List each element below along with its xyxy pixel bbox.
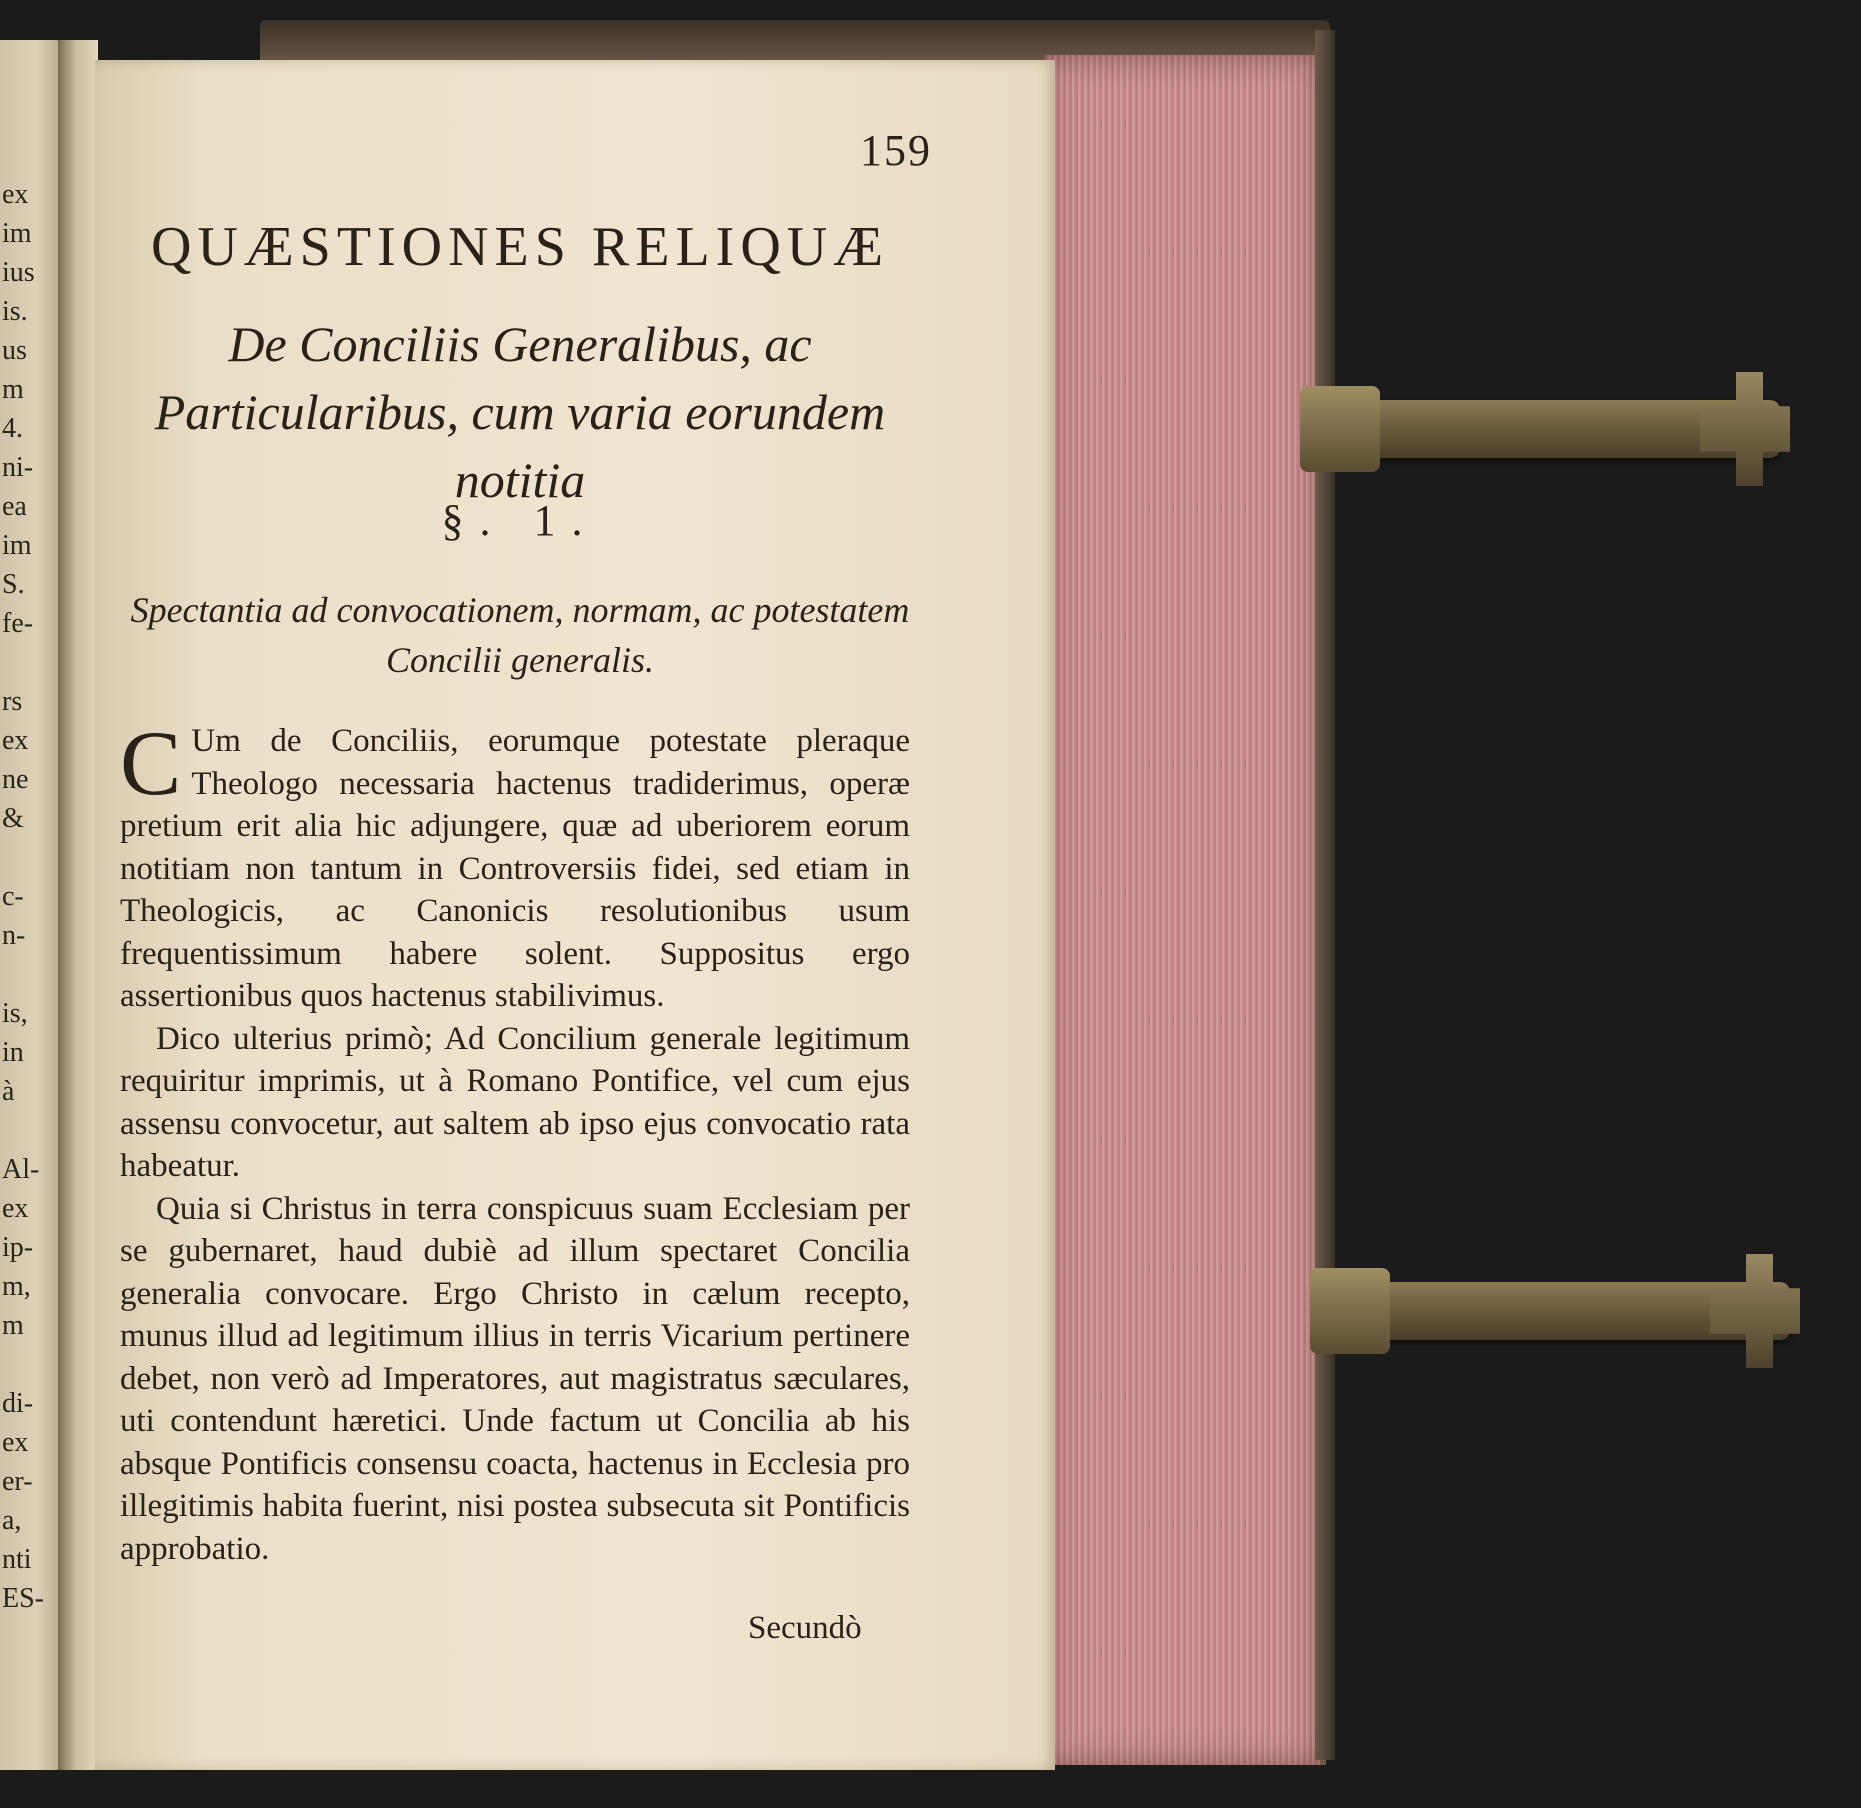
clasp-bottom	[1320, 1282, 1790, 1340]
paragraph-1: Um de Conciliis, eorumque potestate pleraque Theologo necessaria hactenus tradiderimus, operæ pretium erit alia hic adjungere, quæ ad uberiorem eorum notitiam non tantum in Controversiis fidei, sed etiam in Theologicis, ac Canonicis resolutionibus usum frequentissimum habere solent. Suppositus ergo assertionibus quos hactenus stabilivimus.	[120, 723, 910, 1014]
body-text	[120, 712, 910, 1570]
catchword: Secundò	[748, 1610, 862, 1646]
left-page	[0, 40, 60, 1770]
clasp-tip-icon	[1700, 372, 1790, 486]
page-subtitle: De Conciliis Generalibus, ac Particularibus, cum varia eorundem notitia	[154, 316, 886, 508]
paragraph-3: Quia si Christus in terra conspicuus suam Ecclesiam per se gubernaret, haud dubiè ad illum spectaret Concilia generalia convocare. Ergo Christo in cælum recepto, munus illud ad legitimum illius in terris Vicarium pertinere debet, non verò ad Imperatores, aut magistratus sæculares, uti contendunt hæretici. Unde factum ut Concilia ab his absque Pontificis consensu coacta, hactenus in Ecclesia pro illegitimis habita fuerint, nisi postea subsecuta sit Pontificis approbatio.	[120, 1190, 910, 1567]
book-gutter	[58, 40, 98, 1770]
section-heading: Spectantia ad convocationem, normam, ac potestatem Concilii generalis.	[130, 590, 910, 680]
drop-cap: C	[120, 712, 182, 814]
clasp-hinge-icon	[1300, 386, 1380, 472]
paragraph-2: Dico ulterius primò; Ad Concilium generale legitimum requiritur imprimis, ut à Romano Pontifice, vel cum ejus assensu convocetur, aut saltem ab ipso ejus convocatio rata habeatur.	[120, 1020, 910, 1184]
page-edges	[1045, 55, 1326, 1765]
clasp-hinge-icon	[1310, 1268, 1390, 1354]
left-page-text: ex im ius is. us m 4. ni- ea im S. fe- rs ex ne & c- n- is, in à Al- ex ip- m, m di- ex er- a, nti ES-	[2, 179, 44, 1614]
section-number: §. 1.	[441, 496, 599, 545]
page-title: QUÆSTIONES RELIQUÆ	[151, 216, 889, 278]
page-number: 159	[860, 126, 932, 175]
book-cover-edge	[1315, 30, 1335, 1760]
clasp-tip-icon	[1710, 1254, 1800, 1368]
clasp-top	[1310, 400, 1780, 458]
